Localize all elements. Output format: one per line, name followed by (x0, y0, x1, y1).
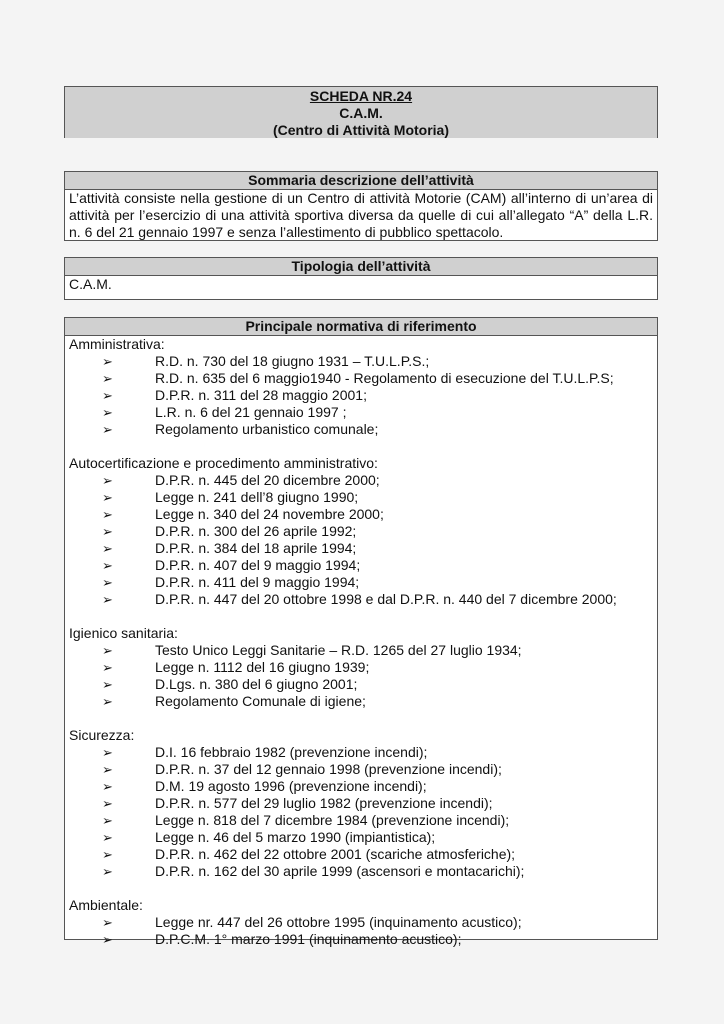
list-item (69, 829, 653, 846)
list-item-text: D.M. 19 agosto 1996 (prevenzione incendi); (155, 778, 427, 794)
arrowhead-bullet-icon: ➢ (102, 847, 113, 862)
list-item-text: D.P.R. n. 311 del 28 maggio 2001; (155, 387, 367, 403)
list-item (69, 812, 653, 829)
list-item (69, 404, 653, 421)
list-item-text: D.P.R. n. 577 del 29 luglio 1982 (prevenzione incendi); (155, 795, 493, 811)
description-box (64, 171, 658, 241)
arrowhead-bullet-icon: ➢ (102, 507, 113, 522)
list-item-text: Legge n. 46 del 5 marzo 1990 (impiantistica); (155, 829, 436, 845)
list-item (69, 642, 653, 659)
arrowhead-bullet-icon: ➢ (102, 830, 113, 845)
arrowhead-bullet-icon: ➢ (102, 643, 113, 658)
regulation-section (69, 336, 653, 438)
list-item-text: D.P.R. n. 300 del 26 aprile 1992; (155, 523, 357, 539)
arrowhead-bullet-icon: ➢ (102, 371, 113, 386)
arrowhead-bullet-icon: ➢ (102, 864, 113, 879)
list-item (69, 421, 653, 438)
list-item-text: D.P.C.M. 1° marzo 1991 (inquinamento acustico); (155, 931, 462, 947)
list-item-text: D.P.R. n. 411 del 9 maggio 1994; (155, 574, 360, 590)
list-item-text: Testo Unico Leggi Sanitarie – R.D. 1265 del 27 luglio 1934; (155, 642, 522, 658)
title-box (64, 86, 658, 138)
list-item-text: D.Lgs. n. 380 del 6 giugno 2001; (155, 676, 358, 692)
list-item-text: Legge n. 340 del 24 novembre 2000; (155, 506, 384, 522)
list-item-text: L.R. n. 6 del 21 gennaio 1997 ; (155, 404, 347, 420)
regulation-section (69, 727, 653, 880)
list-item-text: D.P.R. n. 445 del 20 dicembre 2000; (155, 472, 380, 488)
list-item-text: Legge nr. 447 del 26 ottobre 1995 (inquinamento acustico); (155, 914, 522, 930)
regulation-section (69, 897, 653, 948)
list-item (69, 506, 653, 523)
arrowhead-bullet-icon: ➢ (102, 660, 113, 675)
regulation-section (69, 455, 653, 608)
list-item (69, 659, 653, 676)
arrowhead-bullet-icon: ➢ (102, 524, 113, 539)
list-item-text: D.P.R. n. 407 del 9 maggio 1994; (155, 557, 361, 573)
list-item (69, 931, 653, 948)
regulation-list (69, 744, 653, 880)
description-text: L’attività consiste nella gestione di un Centro di attività Motorie (CAM) all’interno di un’area di attività per l’esercizio di una attività sportiva diversa da quelle di cui all’allegato “A” della L.R. n. 6 del 21 gennaio 1997 e senza l’allestimento di pubblico spettacolo. (69, 190, 653, 240)
list-item (69, 914, 653, 931)
list-item (69, 472, 653, 489)
list-item (69, 591, 653, 608)
list-item-text: D.P.R. n. 462 del 22 ottobre 2001 (scariche atmosferiche); (155, 846, 516, 862)
regulation-section-title: Igienico sanitaria: (69, 625, 178, 641)
scheda-acronym: C.A.M. (339, 105, 383, 121)
list-item (69, 693, 653, 710)
list-item-text: Legge n. 818 del 7 dicembre 1984 (prevenzione incendi); (155, 812, 510, 828)
scheda-fullname: (Centro di Attività Motoria) (272, 122, 450, 138)
list-item-text: D.P.R. n. 162 del 30 aprile 1999 (ascensori e montacarichi); (155, 863, 525, 879)
regulations-body (65, 336, 657, 948)
list-item (69, 540, 653, 557)
list-item-text: R.D. n. 730 del 18 giugno 1931 – T.U.L.P.S.; (155, 353, 430, 369)
list-item-text: Legge n. 241 dell’8 giugno 1990; (155, 489, 359, 505)
list-item (69, 353, 653, 370)
list-item (69, 676, 653, 693)
regulation-list (69, 642, 653, 710)
regulations-box (64, 317, 658, 947)
arrowhead-bullet-icon: ➢ (102, 915, 113, 930)
list-item (69, 523, 653, 540)
description-title: Sommaria descrizione dell’attività (65, 172, 657, 190)
regulation-section-title: Ambientale: (69, 897, 143, 913)
list-item-text: Regolamento urbanistico comunale; (155, 421, 379, 437)
arrowhead-bullet-icon: ➢ (102, 473, 113, 488)
regulation-section-title: Autocertificazione e procedimento amministrativo: (69, 455, 378, 471)
arrowhead-bullet-icon: ➢ (102, 405, 113, 420)
arrowhead-bullet-icon: ➢ (102, 558, 113, 573)
list-item-text: Regolamento Comunale di igiene; (155, 693, 366, 709)
arrowhead-bullet-icon: ➢ (102, 575, 113, 590)
list-item (69, 846, 653, 863)
list-item (69, 863, 653, 880)
arrowhead-bullet-icon: ➢ (102, 388, 113, 403)
list-item (69, 574, 653, 591)
list-item-text: R.D. n. 635 del 6 maggio1940 - Regolamento di esecuzione del T.U.L.P.S; (155, 370, 614, 386)
arrowhead-bullet-icon: ➢ (102, 932, 113, 947)
arrowhead-bullet-icon: ➢ (102, 813, 113, 828)
list-item-text: D.P.R. n. 384 del 18 aprile 1994; (155, 540, 357, 556)
scheda-number: SCHEDA NR.24 (309, 88, 413, 104)
title-header (65, 87, 657, 138)
regulations-title: Principale normativa di riferimento (65, 318, 657, 336)
arrowhead-bullet-icon: ➢ (102, 762, 113, 777)
regulation-section-title: Sicurezza: (69, 727, 135, 743)
arrowhead-bullet-icon: ➢ (102, 541, 113, 556)
typology-text: C.A.M. (69, 276, 112, 292)
regulation-list (69, 353, 653, 438)
regulation-section-title: Amministrativa: (69, 336, 165, 352)
list-item (69, 387, 653, 404)
arrowhead-bullet-icon: ➢ (102, 796, 113, 811)
typology-title: Tipologia dell’attività (65, 258, 657, 276)
arrowhead-bullet-icon: ➢ (102, 490, 113, 505)
arrowhead-bullet-icon: ➢ (102, 745, 113, 760)
arrowhead-bullet-icon: ➢ (102, 779, 113, 794)
list-item (69, 761, 653, 778)
list-item (69, 778, 653, 795)
arrowhead-bullet-icon: ➢ (102, 354, 113, 369)
list-item (69, 489, 653, 506)
list-item (69, 557, 653, 574)
regulation-section (69, 625, 653, 710)
arrowhead-bullet-icon: ➢ (102, 592, 113, 607)
arrowhead-bullet-icon: ➢ (102, 422, 113, 437)
arrowhead-bullet-icon: ➢ (102, 694, 113, 709)
list-item (69, 744, 653, 761)
list-item-text: Legge n. 1112 del 16 giugno 1939; (155, 659, 370, 675)
regulation-list (69, 472, 653, 608)
list-item (69, 795, 653, 812)
typology-box (64, 257, 658, 300)
list-item-text: D.P.R. n. 37 del 12 gennaio 1998 (prevenzione incendi); (155, 761, 502, 777)
list-item (69, 370, 653, 387)
arrowhead-bullet-icon: ➢ (102, 677, 113, 692)
list-item-text: D.I. 16 febbraio 1982 (prevenzione incendi); (155, 744, 428, 760)
regulation-list (69, 914, 653, 948)
list-item-text: D.P.R. n. 447 del 20 ottobre 1998 e dal D.P.R. n. 440 del 7 dicembre 2000; (155, 591, 617, 607)
